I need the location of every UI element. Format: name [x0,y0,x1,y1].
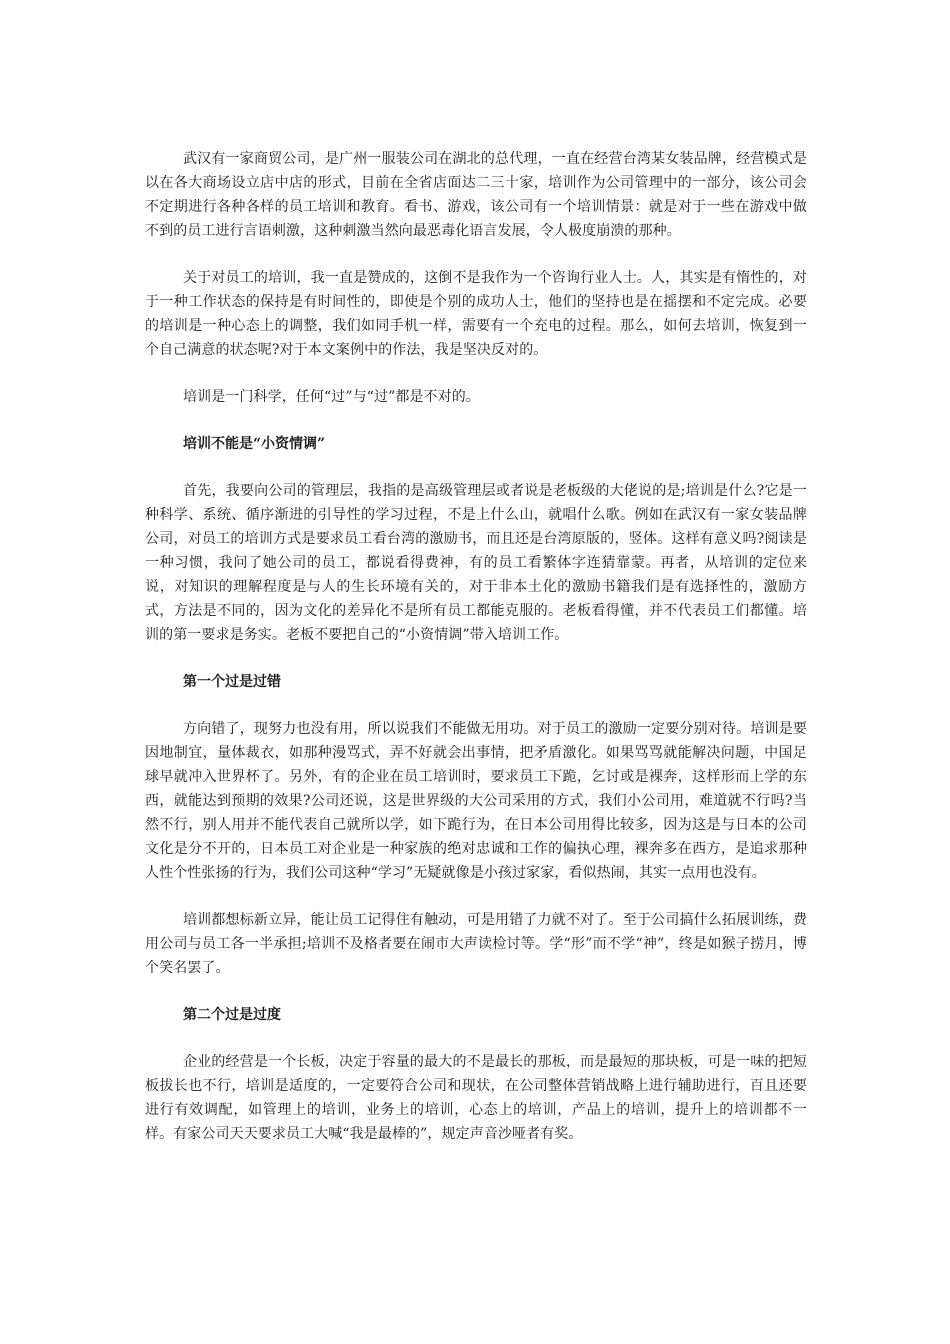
section-heading-petty-bourgeois: 培训不能是“小资情调” [183,436,326,452]
section-heading-second-fault: 第二个过是过度 [183,1007,281,1023]
paragraph-intro-case: 武汉有一家商贸公司，是广州一服装公司在湖北的总代理，一直在经营台湾某女装品牌，经营模式是以在各大商场设立店中店的形式，目前在全省店面达二三十家，培训作为公司管理中的一部分，该公司会不定期进行各种各样的员工培训和教育。看书、游戏，该公司有一个培训情景：就是对于一些在游戏中做不到的员工进行言语刺激，这种刺激当然向最恶毒化语言发展，令人极度崩溃的那种。 [145,151,807,239]
paragraph-management-message: 首先，我要向公司的管理层，我指的是高级管理层或者说是老板级的大佬说的是;培训是什么?它是一种科学、系统、循序渐进的引导性的学习过程，不是上什么山，就唱什么歌。例如在武汉有一家女装品牌公司，对员工的培训方式是要求员工看台湾的激励书，而且还是台湾原版的，竖体。这样有意义吗?阅读是一种习惯，我问了她公司的员工，都说看得费神，有的员工看繁体字连猜靠蒙。再者，从培训的定位来说，对知识的理解程度是与人的生长环境有关的，对于非本土化的激励书籍我们是有选择性的，激励方式，方法是不同的，因为文化的差异化不是所有员工都能克服的。老板看得懂，并不代表员工们都懂。培训的第一要求是务实。老板不要把自己的“小资情调”带入培训工作。 [145,483,807,643]
paragraph-wrong-direction: 方向错了，现努力也没有用，所以说我们不能做无用功。对于员工的激励一定要分别对待。培训是要因地制宜，量体裁衣，如那种漫骂式，弄不好就会出事情，把矛盾激化。如果骂骂就能解决问题，中国足球早就冲入世界杯了。另外，有的企业在员工培训时，要求员工下跪，乞讨或是裸奔，这样形而上学的东西，就能达到预期的效果?公司还说，这是世界级的大公司采用的方式，我们小公司用，难道就不行吗?当然不行，别人用并不能代表自己就所以学，如下跪行为，在日本公司用得比较多，因为这是与日本的公司文化是分不开的，日本员工对企业是一种家族的绝对忠诚和工作的偏执心理，裸奔多在西方，是追求那种人性个性张扬的行为，我们公司这种“学习”无疑就像是小孩过家家，看似热闹，其实一点用也没有。 [145,721,807,881]
paragraph-training-science: 培训是一门科学，任何“过”与“过”都是不对的。 [183,389,480,405]
section-heading-first-fault: 第一个过是过错 [183,674,281,690]
paragraph-short-board: 企业的经营是一个长板，决定于容量的最大的不是最长的那板，而是最短的那块板，可是一味的把短板拔长也不行，培训是适度的，一定要符合公司和现状，在公司整体营销战略上进行辅助进行，百且还要进行有效调配，如管理上的培训，业务上的培训，心态上的培训，产品上的培训，提升上的培训都不一样。有家公司天天要求员工大喊“我是最棒的”，规定声音沙哑者有奖。 [145,1054,807,1142]
paragraph-novelty: 培训都想标新立异，能让员工记得住有触动，可是用错了力就不对了。至于公司搞什么拓展训练，费用公司与员工各一半承担;培训不及格者要在闹市大声读检讨等。学“形”而不学“神”，终是如猴子捞月，博个笑名罢了。 [145,912,807,976]
document-body [145,147,807,1169]
paragraph-training-view: 关于对员工的培训，我一直是赞成的，这倒不是我作为一个咨询行业人士。人，其实是有惰性的，对于一种工作状态的保持是有时间性的，即使是个别的成功人士，他们的坚持也是在摇摆和不定完成。必要的培训是一种心态上的调整，我们如同手机一样，需要有一个充电的过程。那么，如何去培训，恢复到一个自己满意的状态呢?对于本文案例中的作法，我是坚决反对的。 [145,270,807,358]
